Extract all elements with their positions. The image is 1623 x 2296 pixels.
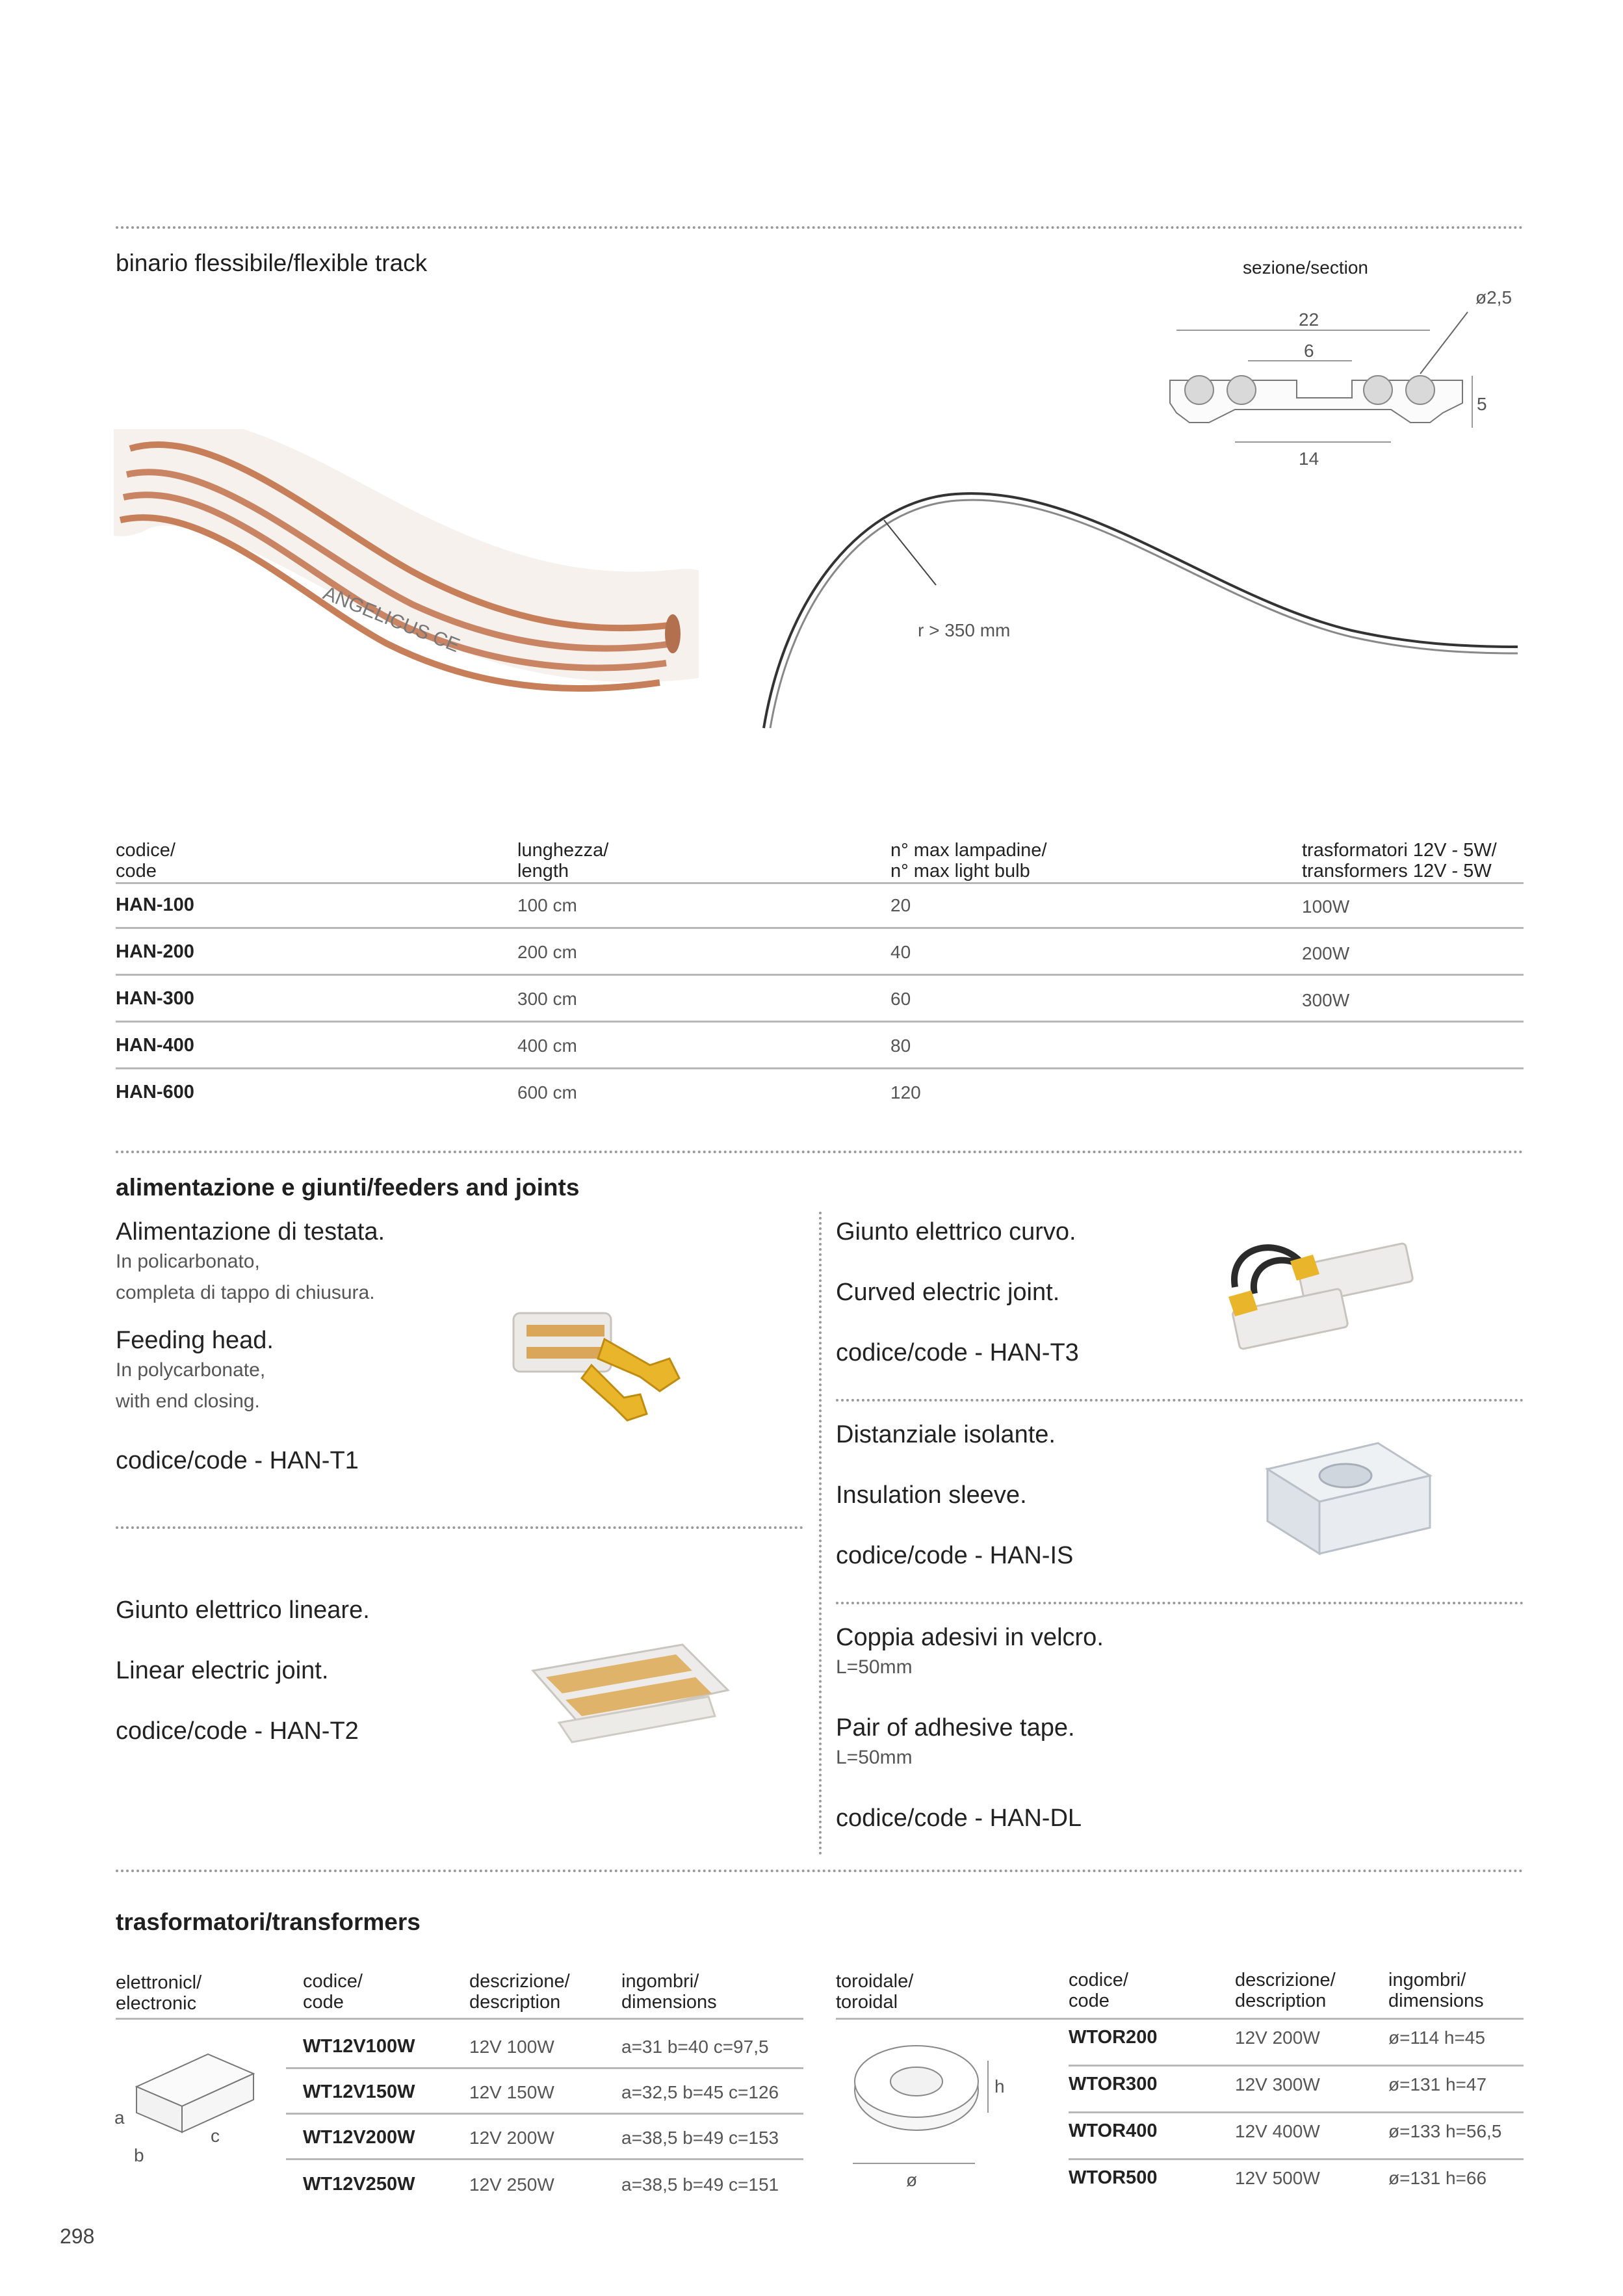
electronic-header-description: descrizione/ description [469,1971,570,2013]
han-t2-title-en: Linear electric joint. [116,1657,329,1684]
box-label-a: a [114,2107,125,2128]
table-header-rule [116,882,1524,884]
dim-phi: ø2,5 [1475,287,1513,307]
divider-left-1 [116,1526,803,1529]
han-t3-code: codice/code - HAN-T3 [836,1339,1079,1366]
col-header-transformers: trasformatori 12V - 5W/ transformers 12V - 5W [1302,840,1497,881]
toroidal-header-dimensions: ingombri/ dimensions [1388,1970,1484,2011]
flexible-track-curve-drawing [747,462,1527,735]
section-label: sezione/section [1243,257,1369,278]
divider-transformers [116,1870,1524,1872]
flexible-track-photo [114,429,699,715]
product-han-dl: Coppia adesivi in velcro. L=50mm Pair of adhesive tape. L=50mm codice/code - HAN-DL [836,1624,1291,1833]
product-han-t2 [116,1597,480,1745]
col-header-code: codice/ code [116,840,175,881]
divider-right-1 [836,1399,1524,1402]
row-rule [286,2158,803,2160]
row-rule [116,927,1524,929]
electronic-type-label: elettronicl/ electronic [116,1972,202,2014]
section-title-feeders: alimentazione e giunti/feeders and joints [116,1174,580,1201]
han-dl-code: codice/code - HAN-DL [836,1805,1082,1832]
toroidal-label-phi: ø [906,2170,918,2190]
product-han-t1: Alimentazione di testata. In policarbonato, completa di tappo di chiusura. Feeding head. In polycarbonate, with end closing. codice/code - HAN-T1 [116,1218,480,1475]
radius-label: r > 350 mm [918,620,1011,640]
product-han-is [836,1421,1200,1570]
top-divider [116,226,1524,229]
row-rule [1069,2111,1524,2113]
dim-22: 22 [1299,309,1319,330]
section-title-flexible-track: binario flessibile/flexible track [116,250,428,276]
row-rule [286,2067,803,2069]
divider-right-2 [836,1602,1524,1604]
han-dl-title-en: Pair of adhesive tape. [836,1714,1075,1742]
han-dl-title-it: Coppia adesivi in velcro. [836,1624,1104,1651]
track-print-text: ANGELICUS CE [320,582,463,657]
toroidal-header-description: descrizione/ description [1235,1970,1336,2011]
dim-5: 5 [1477,394,1487,414]
row-rule [1069,2158,1524,2160]
toroidal-header-code: codice/ code [1069,1970,1128,2011]
row-rule [286,2113,803,2115]
han-is-title-it: Distanziale isolante. [836,1421,1056,1448]
han-t1-title-it: Alimentazione di testata. [116,1218,385,1246]
col-header-max-bulbs: n° max lampadine/ n° max light bulb [890,840,1047,881]
toroidal-label-h: h [994,2076,1005,2096]
han-t2-title-it: Giunto elettrico lineare. [116,1597,370,1624]
box-label-c: c [211,2126,220,2146]
han-is-photo [1248,1430,1443,1573]
electronic-header-code: codice/ code [303,1971,363,2013]
row-rule [116,1067,1524,1069]
page-number: 298 [60,2224,95,2248]
track-section-drawing [1157,293,1495,449]
product-han-t3 [836,1218,1200,1367]
dim-14: 14 [1299,449,1319,469]
han-t1-code: codice/code - HAN-T1 [116,1447,359,1474]
han-is-code: codice/code - HAN-IS [836,1542,1074,1569]
han-t3-title-it: Giunto elettrico curvo. [836,1218,1076,1246]
toroidal-type-label: toroidale/ toroidal [836,1971,914,2013]
toroidal-drawing [845,2035,1014,2178]
electronic-box-drawing [123,2048,266,2139]
han-t2-photo [520,1632,741,1755]
electronic-header-dimensions: ingombri/ dimensions [621,1971,717,2013]
vertical-divider [819,1212,822,1855]
han-t1-title-en: Feeding head. [116,1327,274,1354]
han-t1-photo [500,1294,695,1424]
toroidal-header-rule [836,2018,1524,2020]
han-t3-photo [1222,1222,1443,1352]
row-rule [116,1021,1524,1023]
divider-feeders [116,1151,1524,1153]
dim-6: 6 [1304,341,1314,361]
electronic-header-rule [116,2018,803,2020]
row-rule [1069,2065,1524,2067]
col-header-length: lunghezza/ length [517,840,609,881]
row-rule [116,974,1524,976]
box-label-b: b [134,2145,144,2165]
han-t3-title-en: Curved electric joint. [836,1279,1060,1306]
han-t2-code: codice/code - HAN-T2 [116,1717,359,1745]
section-title-transformers: trasformatori/transformers [116,1909,421,1935]
han-is-title-en: Insulation sleeve. [836,1481,1027,1509]
